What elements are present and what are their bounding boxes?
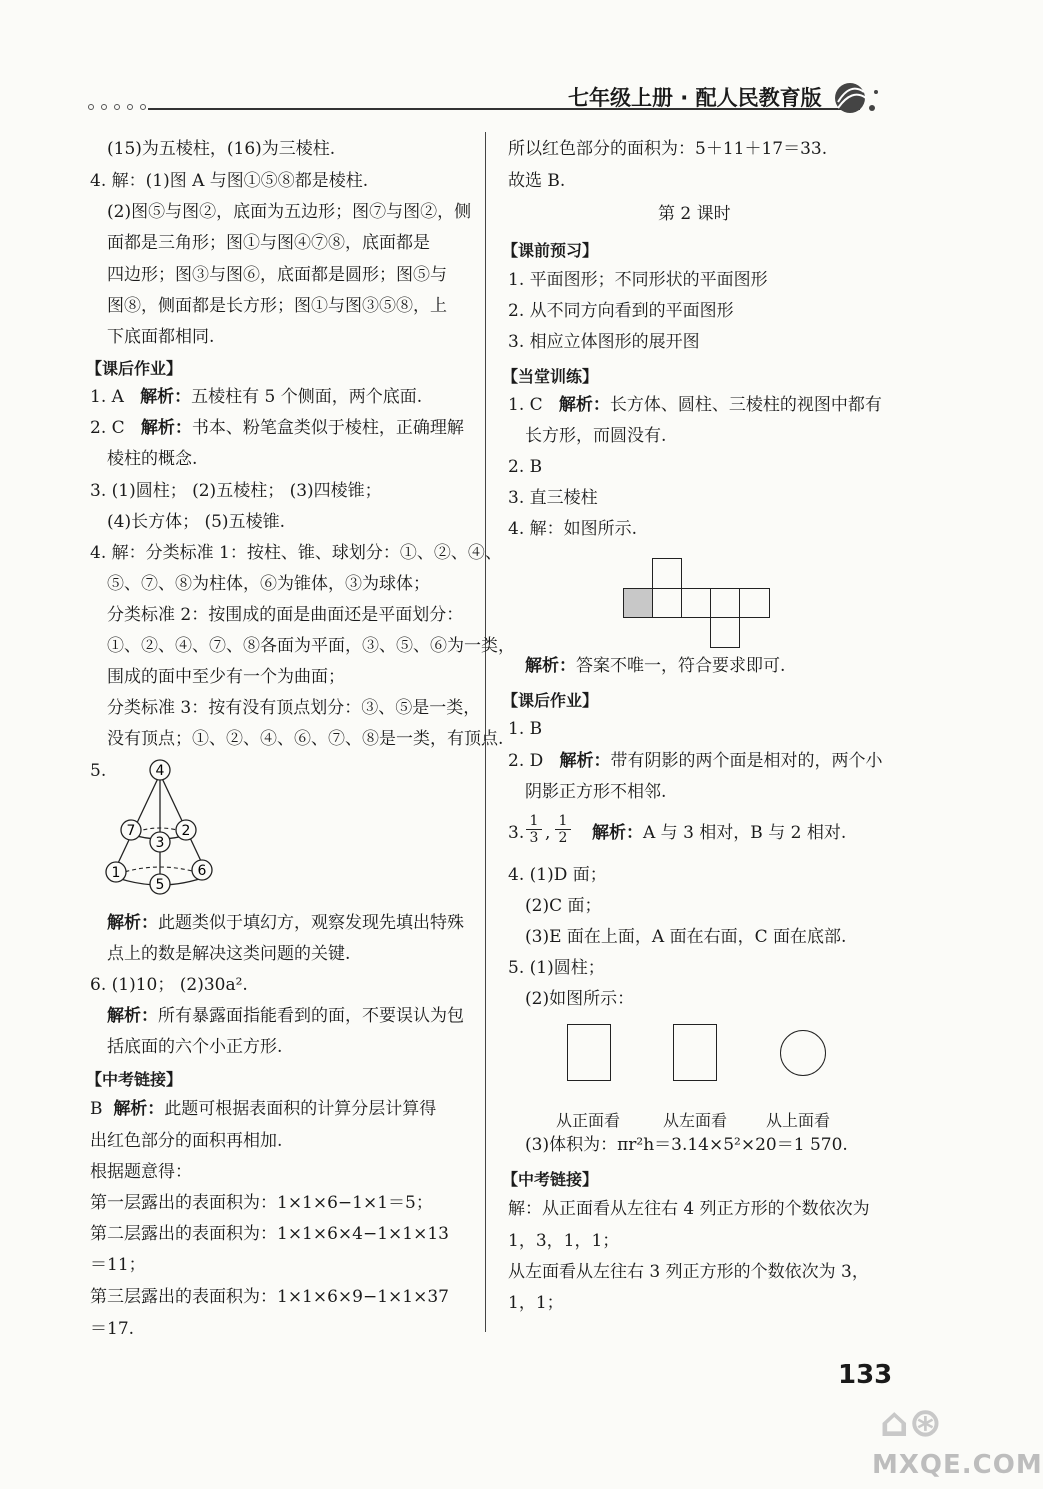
svg-text:1: 1 [111, 865, 121, 881]
text-line: 分类标准 2：按围成的面是曲面还是平面划分： [107, 605, 464, 625]
left-view-label: 从左面看 [663, 1111, 728, 1130]
text-line: (2)图⑤与图②，底面为五边形；图⑦与图②，侧 [107, 202, 472, 222]
cone-node [176, 820, 196, 840]
text-line: 1. A 解析：五棱柱有 5 个侧面，两个底面. [90, 387, 423, 407]
text-line: 长方形，而圆没有. [525, 426, 667, 446]
cone-node [150, 874, 170, 894]
text-line: 解析：A 与 3 相对，B 与 2 相对. [592, 823, 847, 843]
header-dot [101, 104, 107, 110]
watermark-logo-icon: ⌂⊛ [880, 1400, 943, 1446]
net-square-shaded [623, 588, 653, 618]
text-line: 2. C 解析：书本、粉笔盒类似于棱柱，正确理解 [90, 418, 464, 438]
text-line: 出红色部分的面积再相加. [90, 1131, 283, 1151]
cone-node [192, 860, 212, 880]
fraction-one-half: 1 2 [555, 813, 571, 846]
header-ornament-icon [826, 78, 882, 118]
text-line: 棱柱的概念. [107, 449, 198, 469]
text-line: (3)E 面在上面，A 面在右面，C 面在底部. [525, 927, 847, 947]
svg-text:6: 6 [197, 863, 207, 879]
text-line: 6. (1)10； (2)30a². [90, 975, 248, 995]
header-dot [88, 104, 94, 110]
text-line: 解析：答案不唯一，符合要求即可. [525, 656, 786, 676]
text-line: (4)长方体； (5)五棱锥. [107, 512, 285, 532]
text-line: (2)C 面； [525, 896, 602, 916]
text-line: 3. [508, 823, 525, 843]
text-line: 2. 从不同方向看到的平面图形 [508, 301, 734, 321]
text-line: 2. D 解析：带有阴影的两个面是相对的，两个小 [508, 751, 883, 771]
text-line: 5. [90, 761, 107, 781]
net-square [652, 588, 682, 618]
header-rule [148, 108, 860, 110]
text-line: 下底面都相同. [107, 327, 215, 347]
text-line: 所以红色部分的面积为：5＋11＋17＝33. [508, 139, 828, 159]
svg-text:4: 4 [155, 763, 165, 779]
text-line: 1. C 解析：长方体、圆柱、三棱柱的视图中都有 [508, 395, 882, 415]
text-line: 第三层露出的表面积为：1×1×6×9−1×1×37 [90, 1287, 449, 1307]
cone-node [150, 832, 170, 852]
header-dot [140, 104, 146, 110]
text-line: 3. 直三棱柱 [508, 488, 598, 508]
net-square [739, 588, 770, 618]
header-dot [114, 104, 120, 110]
text-line: 4. 解：如图所示. [508, 519, 638, 539]
text-line: ＝11； [90, 1255, 146, 1275]
text-line: 4. (1)D 面； [508, 865, 607, 885]
front-view-label: 从正面看 [556, 1111, 621, 1130]
watermark-text: MXQE.COM [872, 1450, 1043, 1480]
text-line: (15)为五棱柱，(16)为三棱柱. [107, 139, 336, 159]
text-line: 1，1； [508, 1293, 564, 1313]
text-line: ①、②、④、⑦、⑧各面为平面，③、⑤、⑥为一类， [107, 636, 515, 656]
header-dot [127, 104, 133, 110]
left-view-rectangle [673, 1024, 717, 1081]
text-line: (2)如图所示： [525, 989, 635, 1009]
text-line: 没有顶点；①、②、④、⑥、⑦、⑧是一类，有顶点. [107, 729, 504, 749]
cone-diagram [100, 758, 220, 898]
header-title: 七年级上册 · 配人民教育版 [568, 86, 822, 110]
text-line: 3. 相应立体图形的展开图 [508, 332, 700, 352]
net-square [652, 558, 682, 589]
text-line: 解析：此题类似于填幻方，观察发现先填出特殊 [107, 913, 464, 933]
svg-text:5: 5 [155, 877, 165, 893]
text-line: 点上的数是解决这类问题的关键. [107, 944, 351, 964]
text-line: 根据题意得： [90, 1162, 192, 1182]
text-line: ＝17. [90, 1319, 135, 1339]
text-line: (3)体积为：πr²h＝3.14×5²×20＝1 570. [525, 1135, 848, 1155]
cone-node [106, 862, 126, 882]
section-heading: 【当堂训练】 [502, 367, 599, 386]
text-line: 解：从正面看从左往右 4 列正方形的个数依次为 [508, 1199, 870, 1219]
text-line: 围成的面中至少有一个为曲面； [107, 667, 345, 687]
section-heading: 【课前预习】 [502, 241, 599, 260]
text-line: 1. B [508, 719, 543, 739]
text-line: 解析：所有暴露面指能看到的面，不要误认为包 [107, 1006, 464, 1026]
svg-text:2: 2 [181, 823, 191, 839]
text-line: 分类标准 3：按有没有顶点划分：③、⑤是一类， [107, 698, 481, 718]
text-line: 4. 解：(1)图 A 与图①⑤⑧都是棱柱. [90, 171, 369, 191]
text-line: 从左面看从左往右 3 列正方形的个数依次为 3， [508, 1262, 869, 1282]
text-line: 2. B [508, 457, 543, 477]
section-heading: 【中考链接】 [502, 1170, 599, 1189]
cone-node [150, 760, 170, 780]
net-square [710, 588, 740, 618]
net-square [681, 588, 711, 618]
text-line: ⑤、⑦、⑧为柱体，⑥为锥体，③为球体； [107, 574, 430, 594]
text-line: 面都是三角形；图①与图④⑦⑧，底面都是 [107, 233, 430, 253]
text-line: 第一层露出的表面积为：1×1×6−1×1＝5； [90, 1193, 433, 1213]
text-line: 1. 平面图形；不同形状的平面图形 [508, 270, 768, 290]
section-heading: 【课后作业】 [502, 691, 599, 710]
text-line: 四边形；图③与图⑥，底面都是圆形；图⑤与 [107, 265, 447, 285]
fraction-one-third: 1 3 [526, 813, 542, 846]
net-square [710, 617, 740, 648]
top-view-label: 从上面看 [766, 1111, 831, 1130]
text-line: B 解析：此题可根据表面积的计算分层计算得 [90, 1099, 437, 1119]
section-heading: 【中考链接】 [86, 1070, 183, 1089]
cone-node [121, 820, 141, 840]
text-line: 故选 B. [508, 171, 566, 191]
section-heading: 【课后作业】 [86, 359, 183, 378]
top-view-circle [780, 1030, 826, 1076]
front-view-rectangle [567, 1024, 611, 1081]
text-line: 阴影正方形不相邻. [525, 782, 667, 802]
svg-text:7: 7 [126, 823, 136, 839]
svg-text:3: 3 [155, 835, 165, 851]
fraction-separator: , [545, 823, 551, 843]
text-line: 1，3，1，1； [508, 1231, 620, 1251]
text-line: 括底面的六个小正方形. [107, 1037, 283, 1057]
page-number: 133 [838, 1360, 893, 1390]
lesson-title: 第 2 课时 [658, 204, 731, 224]
text-line: 图⑧，侧面都是长方形；图①与图③⑤⑧，上 [107, 296, 447, 316]
text-line: 3. (1)圆柱； (2)五棱柱； (3)四棱锥； [90, 481, 382, 501]
text-line: 4. 解：分类标准 1：按柱、锥、球划分：①、②、④、 [90, 543, 502, 563]
text-line: 第二层露出的表面积为：1×1×6×4−1×1×13 [90, 1224, 449, 1244]
text-line: 5. (1)圆柱； [508, 958, 605, 978]
